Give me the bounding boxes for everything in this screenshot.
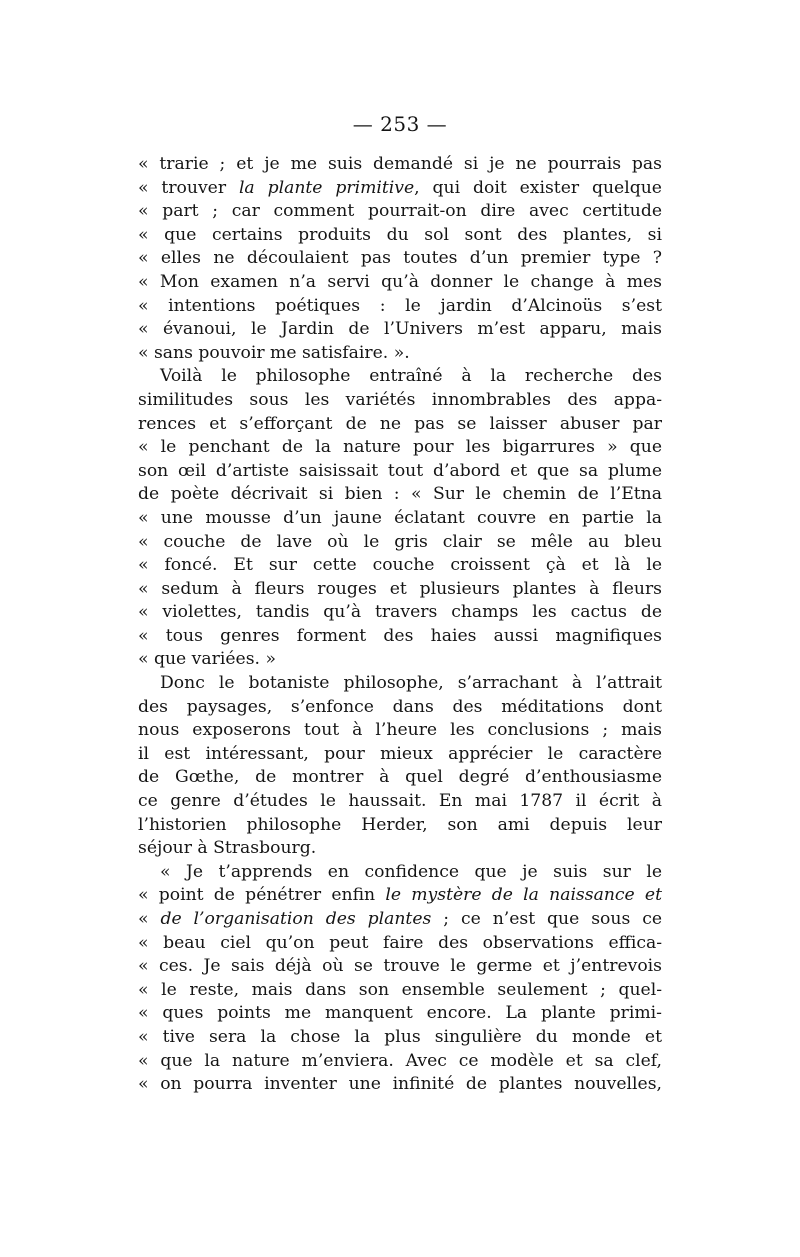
- text-line: « évanoui, le Jardin de l’Univers m’est apparu, mais: [138, 319, 662, 340]
- italic-text: le mystère de la naissance et: [385, 885, 662, 906]
- text-line: « couche de lave où le gris clair se mêle au bleu: [138, 531, 662, 552]
- text-line: « point de pénétrer enfin le mystère de la naissance et: [138, 885, 662, 906]
- text-line: séjour à Strasbourg.: [138, 838, 317, 859]
- text-line: « violettes, tandis qu’à travers champs les cactus de: [138, 602, 662, 623]
- text-line: Voilà le philosophe entraîné à la recherche des: [160, 366, 662, 387]
- text-line: « tive sera la chose la plus singulière du monde et: [138, 1026, 662, 1047]
- text-line: similitudes sous les variétés innombrables des appa-: [138, 389, 662, 410]
- text-line: « de l’organisation des plantes ; ce n’est que sous ce: [138, 909, 662, 929]
- text-line: nous exposerons tout à l’heure les conclusions ; mais: [138, 720, 662, 741]
- text-line: « intentions poétiques : le jardin d’Alcinoüs s’est: [138, 295, 662, 316]
- text-line: des paysages, s’enfonce dans des méditations dont: [138, 696, 662, 717]
- text-line: l’historien philosophe Herder, son ami depuis leur: [138, 814, 662, 835]
- text-line: « beau ciel qu’on peut faire des observations effica-: [138, 932, 662, 953]
- text-line: « sans pouvoir me satisfaire. ».: [138, 342, 410, 363]
- text-line: de Gœthe, de montrer à quel degré d’enthousiasme: [138, 767, 662, 788]
- text-line: « trouver la plante primitive, qui doit exister quelque: [138, 177, 662, 198]
- text-line: « part ; car comment pourrait-on dire avec certitude: [138, 201, 662, 222]
- text-line: « trarie ; et je me suis demandé si je ne pourrais pas: [138, 154, 662, 174]
- text-line: « le penchant de la nature pour les bigarrures » que: [138, 437, 662, 458]
- italic-text: de l’organisation des plantes: [160, 909, 432, 929]
- text-line: Donc le botaniste philosophe, s’arrachant à l’attrait: [160, 673, 662, 694]
- text-line: « le reste, mais dans son ensemble seulement ; quel-: [138, 979, 662, 1000]
- italic-text: la plante primitive: [238, 177, 415, 198]
- text-line: « ques points me manquent encore. La plante primi-: [138, 1003, 662, 1024]
- page-number: — 253 —: [352, 112, 448, 136]
- text-line: « sedum à fleurs rouges et plusieurs plantes à fleurs: [138, 578, 662, 599]
- text-line: « Je t’apprends en confidence que je suis sur le: [160, 861, 662, 882]
- text-line: « on pourra inventer une infinité de plantes nouvelles,: [138, 1074, 662, 1095]
- text-line: rences et s’efforçant de ne pas se laisser abuser par: [138, 413, 662, 434]
- text-line: « tous genres forment des haies aussi magnifiques: [138, 625, 662, 646]
- text-line: de poète décrivait si bien : « Sur le chemin de l’Etna: [138, 484, 662, 505]
- text-line: « ces. Je sais déjà où se trouve le germe et j’entrevois: [138, 956, 662, 977]
- text-line: il est intéressant, pour mieux apprécier le caractère: [138, 743, 662, 764]
- text-line: « elles ne découlaient pas toutes d’un premier type ?: [138, 248, 662, 269]
- text-line: « que certains produits du sol sont des plantes, si: [138, 224, 662, 245]
- text-line: « que variées. »: [138, 649, 276, 670]
- text-line: « que la nature m’enviera. Avec ce modèle et sa clef,: [138, 1050, 662, 1071]
- text-line: ce genre d’études le haussait. En mai 1787 il écrit à: [138, 791, 662, 812]
- text-line: « une mousse d’un jaune éclatant couvre en partie la: [138, 507, 662, 528]
- text-line: son œil d’artiste saisissait tout d’abord et que sa plume: [138, 460, 662, 481]
- text-line: « Mon examen n’a servi qu’à donner le change à mes: [138, 271, 662, 292]
- text-line: « foncé. Et sur cette couche croissent çà et là le: [138, 555, 662, 576]
- body-text: [138, 153, 662, 1097]
